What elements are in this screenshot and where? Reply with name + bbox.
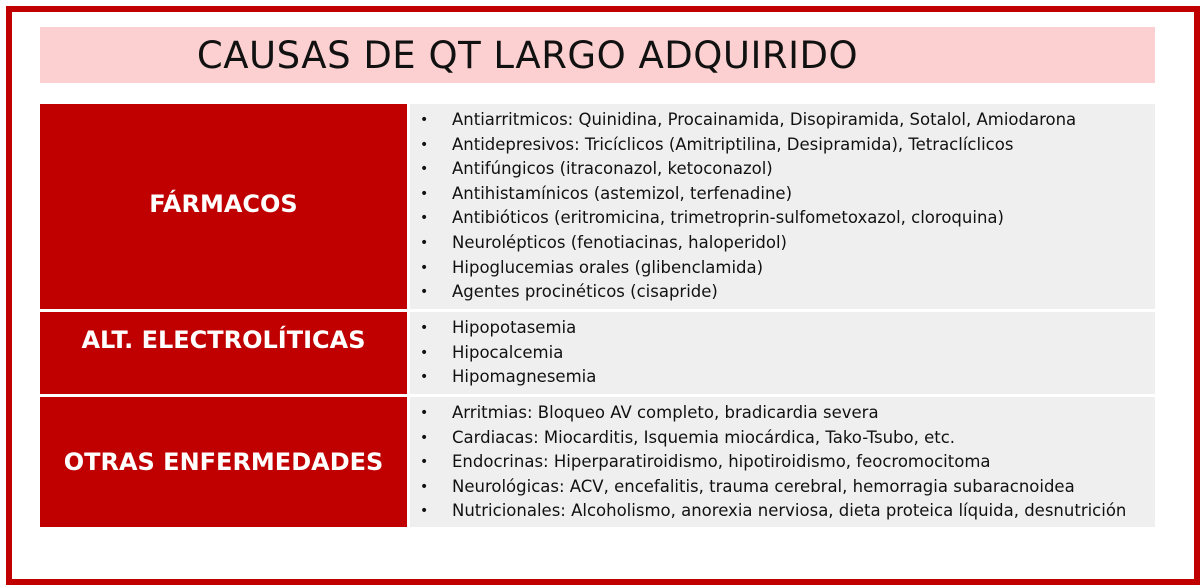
list-item [420,157,1155,182]
list-item-text: Agentes procinéticos (cisapride) [452,282,718,302]
list-item-text: Nutricionales: Alcoholismo, anorexia nerviosa, dieta proteica líquida, desnutrición [452,501,1127,521]
list-item-text: Neurológicas: ACV, encefalitis, trauma cerebral, hemorragia subaracnoidea [452,476,1075,496]
list-item-text: Antidepresivos: Tricíclicos (Amitriptilina, Desipramida), Tetraclíclicos [452,134,1014,154]
bullet-icon: • [420,344,429,361]
bullet-icon: • [420,405,429,421]
row-items-electroliticas [410,312,1155,394]
row-label-text: ALT. ELECTROLÍTICAS [81,326,366,354]
list-item-text: Antibióticos (eritromicina, trimetroprin-sulfometoxazol, cloroquina) [452,208,1004,228]
list-item-text: Antihistamínicos (astemizol, terfenadine) [452,183,793,203]
list-item-text: Antiarritmicos: Quinidina, Procainamida, Disopiramida, Sotalol, Amiodarona [452,110,1077,129]
list-item [420,401,1155,426]
title-banner [40,27,1155,83]
list-item [420,450,1155,475]
list-item-text: Hipocalcemia [452,342,564,362]
bullet-icon: • [420,369,429,386]
list-item [420,206,1155,231]
bullet-list [420,316,1155,390]
list-item-text: Cardiacas: Miocarditis, Isquemia miocárdica, Tako-Tsubo, etc. [452,427,956,447]
list-item-text: Hipopotasemia [452,318,577,337]
bullet-icon: • [420,284,429,301]
list-item [420,475,1155,500]
bullet-list [420,401,1155,524]
list-item [420,108,1155,133]
row-label-farmacos [40,104,410,309]
row-label-electroliticas [40,312,410,394]
bullet-icon: • [420,259,429,276]
list-item-text: Antifúngicos (itraconazol, ketoconazol) [452,159,773,179]
bullet-icon: • [420,454,429,471]
row-items-otras [410,397,1155,527]
list-item-text: Hipomagnesemia [452,367,597,387]
bullet-icon: • [420,161,429,178]
table-row-otras [40,397,1155,527]
row-items-farmacos [410,104,1155,309]
list-item [420,231,1155,256]
list-item [420,426,1155,451]
row-label-text: FÁRMACOS [149,189,298,218]
list-item-text: Hipoglucemias orales (glibenclamida) [452,257,764,277]
row-label-otras [40,397,410,527]
list-item-text: Arritmias: Bloqueo AV completo, bradicardia severa [452,403,879,422]
page-title: CAUSAS DE QT LARGO ADQUIRIDO [196,33,859,77]
list-item-text: Endocrinas: Hiperparatiroidismo, hipotiroidismo, feocromocitoma [452,452,991,472]
bullet-icon: • [420,210,429,227]
causes-table [40,104,1155,527]
bullet-icon: • [420,320,429,336]
bullet-icon: • [420,478,429,495]
list-item [420,133,1155,158]
table-row-electroliticas [40,312,1155,397]
list-item [420,341,1155,366]
bullet-list [420,108,1155,305]
list-item [420,280,1155,305]
bullet-icon: • [420,503,429,520]
list-item [420,256,1155,281]
row-label-text: OTRAS ENFERMEDADES [63,448,384,476]
list-item [420,365,1155,390]
bullet-icon: • [420,234,429,251]
list-item [420,499,1155,524]
bullet-icon: • [420,185,429,202]
list-item [420,182,1155,207]
table-row-farmacos [40,104,1155,312]
bullet-icon: • [420,136,429,153]
bullet-icon: • [420,429,429,446]
list-item-text: Neurolépticos (fenotiacinas, haloperidol) [452,232,787,252]
bullet-icon: • [420,112,429,128]
list-item [420,316,1155,341]
